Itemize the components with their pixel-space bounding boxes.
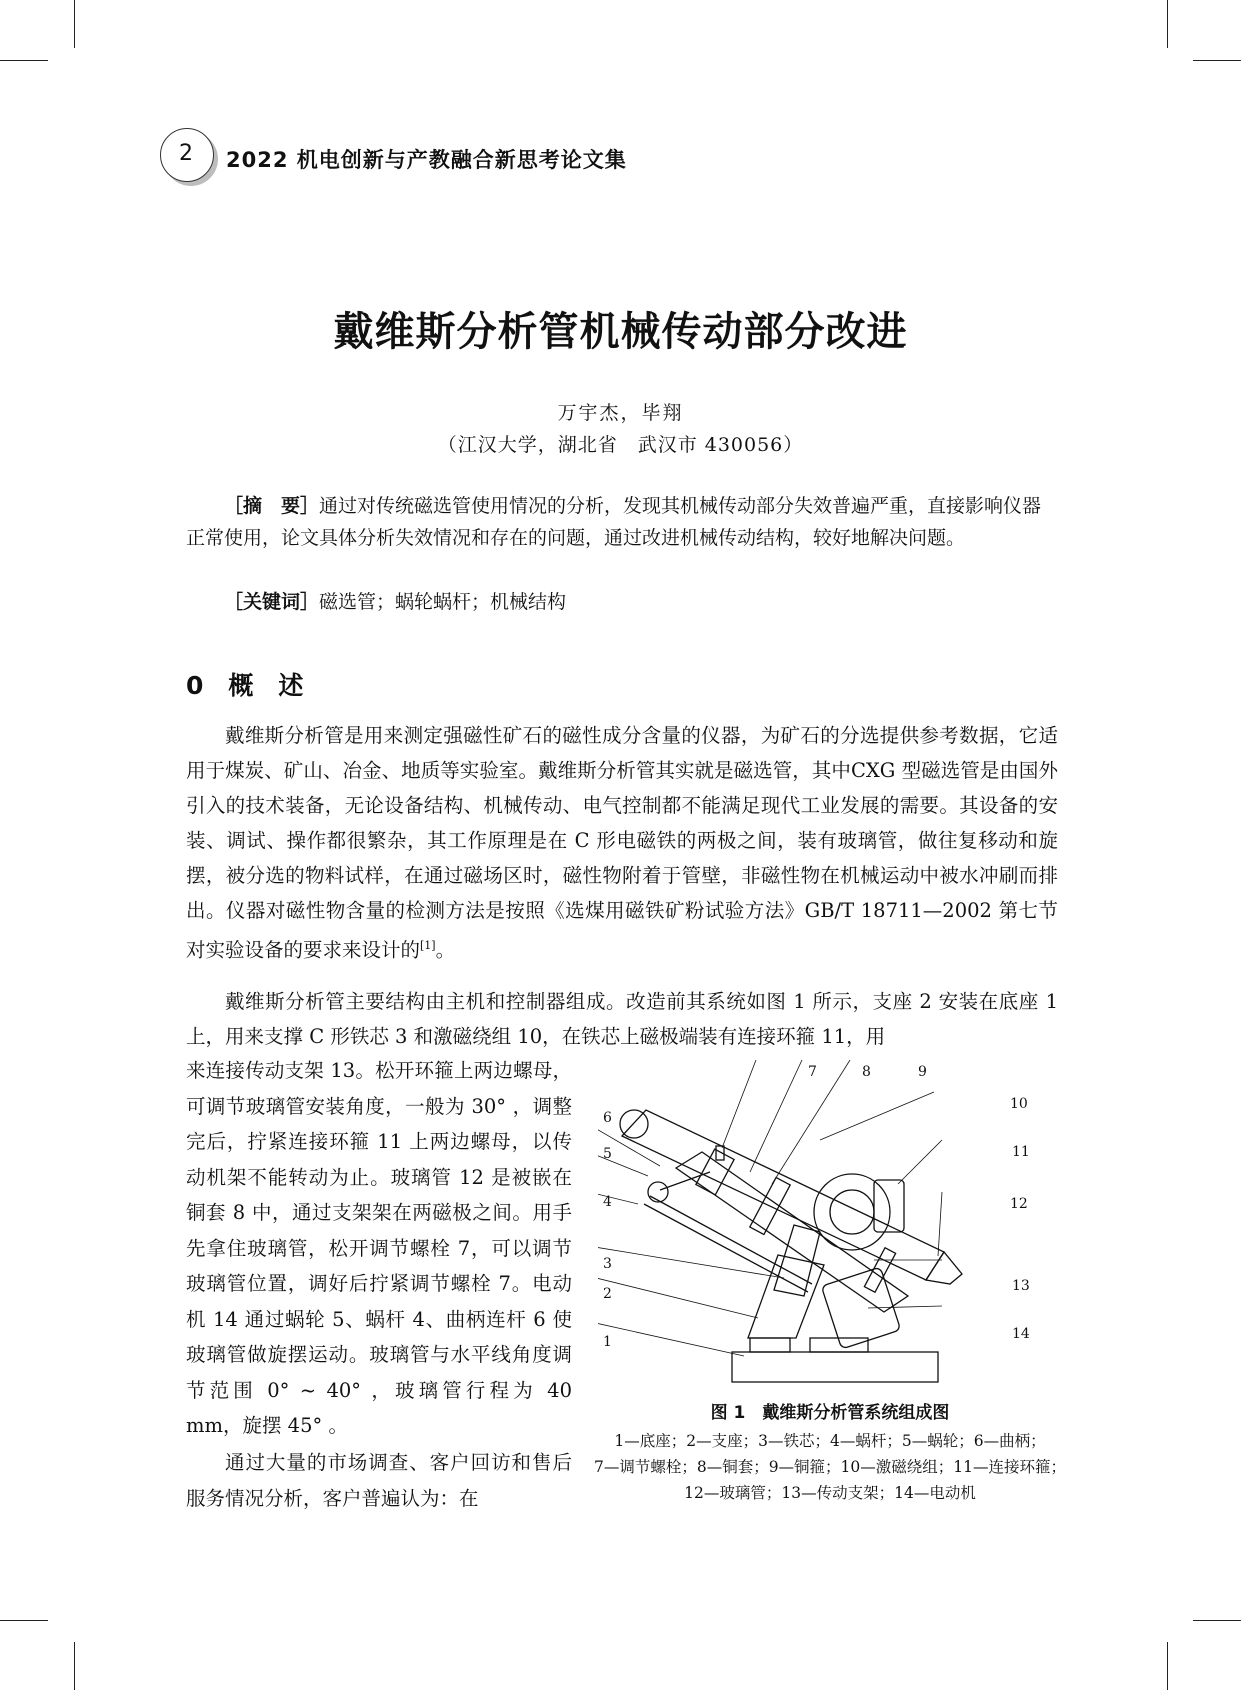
callout-label: 11: [1012, 1144, 1030, 1160]
running-header-title: 2022 机电创新与产教融合新思考论文集: [226, 148, 627, 172]
body-paragraph: [186, 718, 1058, 968]
crop-mark: [0, 1620, 48, 1621]
paper-affiliation: （江汉大学，湖北省 武汉市 430056）: [437, 434, 804, 456]
callout-label: 4: [603, 1194, 612, 1210]
worm-shaft: [644, 1204, 808, 1292]
citation-ref: [1]: [420, 939, 436, 952]
crop-mark: [0, 60, 48, 61]
tube-end-cap: [620, 1110, 648, 1138]
crop-mark: [1167, 0, 1168, 48]
callout-label: 6: [603, 1110, 612, 1126]
motor-body: [821, 1267, 900, 1349]
abstract-label: ［摘 要］: [224, 495, 320, 517]
paper-title: 戴维斯分析管机械传动部分改进: [333, 309, 908, 355]
body-paragraph-column: 来连接传动支架 13。松开环箍上两边螺母，可调节玻璃管安装角度，一般为 30° ，调整完后，拧紧连接环箍 11 上两边螺母，以传动机架不能转动为止。玻璃管 12 是被嵌在铜套 8 中，通过支架架在两磁极之间。用手先拿住玻璃管，松开调节螺栓 7，可以调节玻璃管位置，调好后拧紧调节螺栓 7。电动机 14 通过蜗轮 5、蜗杆 4、曲柄连杆 6 使玻璃管做旋摆运动。玻璃管与水平线角度调节范围 0° ~ 40° ，玻璃管行程为 40 mm，旋摆 45° 。: [186, 1059, 572, 1437]
crop-mark: [74, 1642, 75, 1690]
para1-text: 戴维斯分析管是用来测定强磁性矿石的磁性成分含量的仪器，为矿石的分选提供参考数据，它适用于煤炭、矿山、冶金、地质等实验室。戴维斯分析管其实就是磁选管，其中CXG 型磁选管是由国外引入的技术装备，无论设备结构、机械传动、电气控制都不能满足现代工业发展的需要。其设备的安装、调试、操作都很繁杂，其工作原理是在 C 形电磁铁的两极之间，装有玻璃管，做往复移动和旋摆，被分选的物料试样，在通过磁场区时，磁性物附着于管壁，非磁性物在机械运动中被水冲刷而排出。仪器对磁性物含量的检测方法是按照《选煤用磁铁矿粉试验方法》GB/T 18711—2002 第七节对实验设备的要求来设计的: [186, 724, 1058, 962]
callout-label: 8: [862, 1064, 871, 1080]
figure-1-drawing: [598, 1060, 1062, 1400]
section-heading: 0 概 述: [186, 671, 304, 700]
body-paragraph: 戴维斯分析管主要结构由主机和控制器组成。改造前其系统如图 1 所示，支座 2 安装在底座 1 上，用来支撑 C 形铁芯 3 和激磁绕组 10，在铁芯上磁极端装有连接环箍 11，用: [186, 990, 1058, 1048]
keywords-text: 磁选管；蜗轮蜗杆；机械结构: [319, 591, 567, 613]
iron-core: [774, 1225, 820, 1296]
paper-authors: 万宇杰，毕翔: [557, 402, 684, 424]
body-paragraph-column: 通过大量的市场调查、客户回访和售后服务情况分析，客户普遍认为：在: [186, 1451, 572, 1510]
crop-mark: [1193, 1620, 1241, 1621]
support-column: [748, 1255, 824, 1338]
page-number: 2: [179, 141, 193, 166]
coil-ring: [830, 1190, 874, 1234]
figure-legend-line: 7—调节螺栓；8—铜套；9—铜箍；10—激磁绕组；11—连接环箍；: [593, 1458, 1067, 1476]
keywords: [186, 586, 1058, 618]
figure-legend-line: 12—玻璃管；13—传动支架；14—电动机: [684, 1484, 976, 1502]
callout-label: 3: [603, 1256, 612, 1272]
tube-nozzle: [926, 1252, 962, 1284]
crop-mark: [1167, 1642, 1168, 1690]
abstract: [186, 490, 1058, 554]
callout-label: 12: [1010, 1196, 1028, 1212]
keywords-label: ［关键词］: [224, 591, 320, 613]
figure-legend-line: 1—底座；2—支座；3—铁芯；4—蜗杆；5—蜗轮；6—曲柄；: [614, 1432, 1046, 1450]
base-plate: [732, 1352, 938, 1382]
callout-label: 2: [603, 1286, 612, 1302]
crop-mark: [74, 0, 75, 48]
callout-label: 14: [1012, 1326, 1030, 1342]
copper-bushing: [696, 1149, 734, 1195]
callout-label: 7: [808, 1064, 817, 1080]
abstract-text: 通过对传统磁选管使用情况的分析，发现其机械传动部分失效普遍严重，直接影响仪器正常使用，论文具体分析失效情况和存在的问题，通过改进机械传动结构，较好地解决问题。: [186, 495, 1042, 549]
worm-shaft: [650, 1196, 812, 1284]
crop-mark: [1193, 60, 1241, 61]
callout-label: 10: [1010, 1096, 1028, 1112]
callout-label: 9: [918, 1064, 927, 1080]
para1-end: 。: [435, 938, 456, 962]
callout-label: 1: [603, 1334, 612, 1350]
callout-label: 13: [1012, 1278, 1030, 1294]
base-step-left: [750, 1338, 790, 1352]
worm-wheel: [648, 1182, 668, 1202]
figure-caption: 图 1 戴维斯分析管系统组成图: [710, 1403, 950, 1423]
callout-label: 5: [603, 1146, 612, 1162]
